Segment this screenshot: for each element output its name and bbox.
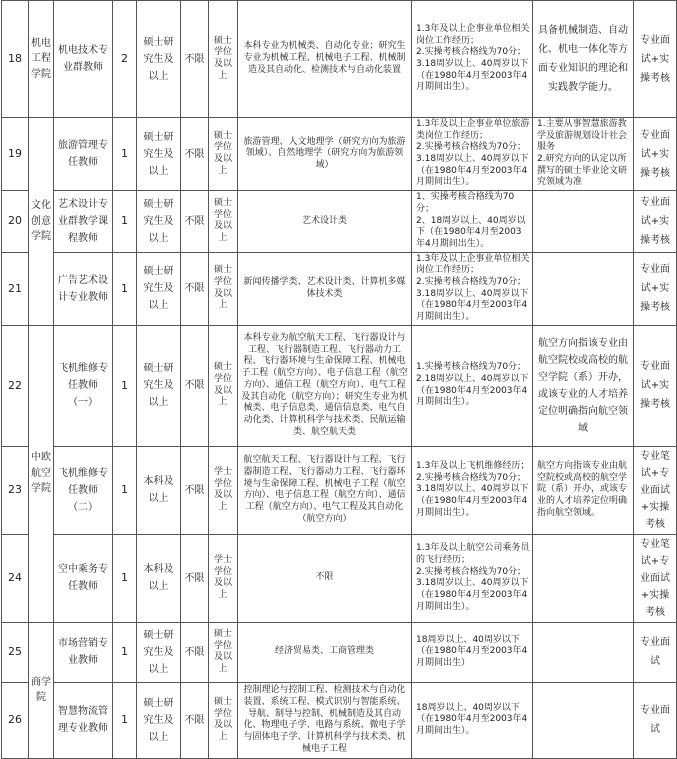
other-conditions: 1.3年及以上企事业单位相关岗位工作经历； 2.实操考核合格线为70分； 3.18周岁以上、40周岁以下（在1980年4月至2003年4月期间出生）。 — [412, 1, 533, 118]
row-number: 24 — [2, 534, 29, 622]
other-conditions: 18周岁以上、40周岁以下（在1980年4月至2003年4月期间出生） — [412, 622, 533, 682]
row-number: 26 — [2, 682, 29, 758]
degree-requirement: 学士学位及以上 — [209, 534, 238, 622]
hire-count: 1 — [113, 446, 137, 534]
remarks — [533, 191, 634, 252]
other-conditions: 1.实操考核合格线为70分； 2.18周岁以上、40周岁以下（在1980年4月至2003年4月期间出生）。 — [412, 325, 533, 446]
exam-method: 专业面试+实操考核 — [634, 1, 677, 118]
exam-method: 专业笔试+专业面试+实操考核 — [634, 446, 677, 534]
hire-count: 1 — [113, 325, 137, 446]
row-number: 22 — [2, 325, 29, 446]
education-requirement: 硕士研究生及以上 — [137, 325, 181, 446]
position-name: 市场营销专业教师 — [54, 622, 113, 682]
position-name: 飞机维修专任教师（二） — [54, 446, 113, 534]
college-name: 中欧航空学院 — [29, 325, 54, 622]
exam-method: 专业面试+实操考核 — [634, 325, 677, 446]
major-requirement: 本科专业为机械类、自动化专业；研究生专业为机械工程、机械电子工程、机械制造及其自动化、检测技术与自动化装置 — [238, 1, 412, 118]
hire-count: 2 — [113, 1, 137, 118]
position-name: 广告艺术设计专业教师 — [54, 252, 113, 325]
education-requirement: 硕士研究生及以上 — [137, 118, 181, 191]
table-row — [2, 446, 677, 534]
other-conditions: 1.3年及以上企事业单位旅游类岗位工作经历； 2.实操考核合格线为70分； 3.18周岁以上、40周岁以下（在1980年4月至2003年4月期间出生）。 — [412, 118, 533, 191]
hire-count: 1 — [113, 682, 137, 758]
major-requirement: 旅游管理、人文地理学（研究方向为旅游领域）、自然地理学（研究方向为旅游领域） — [238, 118, 412, 191]
degree-requirement: 硕士学位及以上 — [209, 118, 238, 191]
college-name: 商学院 — [29, 622, 54, 758]
position-name: 飞机维修专任教师（一） — [54, 325, 113, 446]
table-row — [2, 191, 677, 252]
exam-method: 专业面试 — [634, 682, 677, 758]
age-limit: 不限 — [181, 325, 209, 446]
age-limit: 不限 — [181, 446, 209, 534]
table-row — [2, 118, 677, 191]
age-limit: 不限 — [181, 622, 209, 682]
degree-requirement: 硕士学位及以上 — [209, 622, 238, 682]
college-name: 文化创意学院 — [29, 118, 54, 326]
education-requirement: 硕士研究生及以上 — [137, 622, 181, 682]
major-requirement: 控制理论与控制工程、检测技术与自动化装置、系统工程、模式识别与智能系统、导航、制导与控制、机械制造及其自动化、物理电子学、电路与系统、微电子学与固体电子学、计算机科学与技术类、机械电子工程 — [238, 682, 412, 758]
college-name: 机电工程学院 — [29, 1, 54, 118]
education-requirement: 硕士研究生及以上 — [137, 191, 181, 252]
major-requirement: 新闻传播学类、艺术设计类、计算机多媒体技术类 — [238, 252, 412, 325]
education-requirement: 本科及以上 — [137, 446, 181, 534]
exam-method: 专业笔试+专业面试+实操考核 — [634, 534, 677, 622]
degree-requirement: 硕士学位及以上 — [209, 325, 238, 446]
degree-requirement: 学士学位及以上 — [209, 446, 238, 534]
education-requirement: 硕士研究生及以上 — [137, 252, 181, 325]
recruitment-table — [1, 0, 677, 759]
remarks: 具备机械制造、自动化、机电一体化等方面专业知识的理论和实践教学能力。 — [533, 1, 634, 118]
other-conditions: 1.3年及以上企事业单位相关岗位工作经历； 2.实操考核合格线为70分； 3.18周岁以上、40周岁以下（在1980年4月至2003年4月期间出生）。 — [412, 252, 533, 325]
age-limit: 不限 — [181, 118, 209, 191]
position-name: 智慧物流管理专业教师 — [54, 682, 113, 758]
position-name: 艺术设计专业群教学课程教师 — [54, 191, 113, 252]
hire-count: 1 — [113, 622, 137, 682]
exam-method: 专业面试+实操考核 — [634, 191, 677, 252]
degree-requirement: 硕士学位及以上 — [209, 191, 238, 252]
table-row — [2, 325, 677, 446]
major-requirement: 不限 — [238, 534, 412, 622]
table-row — [2, 1, 677, 118]
age-limit: 不限 — [181, 191, 209, 252]
major-requirement: 航空航天工程、飞行器设计与工程、飞行器制造工程、飞行器动力工程、飞行器环境与生命保障工程、机械电子工程（航空方向）、电子信息工程（航空方向）、通信工程（航空方向）、电气工程及其自动化（航空方向） — [238, 446, 412, 534]
education-requirement: 本科及以上 — [137, 534, 181, 622]
row-number: 25 — [2, 622, 29, 682]
remarks — [533, 534, 634, 622]
remarks: 航空方向指该专业由航空院校或高校的航空学院（系）开办，或该专业的人才培养定位明确指向航空领域 — [533, 325, 634, 446]
row-number: 21 — [2, 252, 29, 325]
table-row — [2, 682, 677, 758]
degree-requirement: 硕士学位及以上 — [209, 682, 238, 758]
other-conditions: 1.3年及以上航空公司乘务员的飞行经历； 2.实操考核合格线为70分； 3.18周岁以上、40周岁以下（在1980年4月至2003年4月期间出生）。 — [412, 534, 533, 622]
age-limit: 不限 — [181, 252, 209, 325]
table-row — [2, 534, 677, 622]
age-limit: 不限 — [181, 1, 209, 118]
other-conditions: 18周岁以上、40周岁以下（在1980年4月至2003年4月期间出生）。 — [412, 682, 533, 758]
remarks — [533, 682, 634, 758]
age-limit: 不限 — [181, 682, 209, 758]
position-name: 空中乘务专任教师 — [54, 534, 113, 622]
row-number: 20 — [2, 191, 29, 252]
table-row — [2, 622, 677, 682]
row-number: 18 — [2, 1, 29, 118]
exam-method: 专业面试+实操考核 — [634, 118, 677, 191]
table-row — [2, 252, 677, 325]
major-requirement: 经济贸易类、工商管理类 — [238, 622, 412, 682]
remarks: 1.主要从事智慧旅游教学及旅游规划设计社会服务 2.研究方向的认定以所撰写的硕士毕业论文研究领域为准 — [533, 118, 634, 191]
row-number: 23 — [2, 446, 29, 534]
major-requirement: 艺术设计类 — [238, 191, 412, 252]
other-conditions: 1.3年及以上飞机维修经历； 2.实操考核合格线为70分； 3.18周岁以上、40周岁以下（在1980年4月至2003年4月期间出生）。 — [412, 446, 533, 534]
position-name: 旅游管理专任教师 — [54, 118, 113, 191]
degree-requirement: 硕士学位及以上 — [209, 252, 238, 325]
row-number: 19 — [2, 118, 29, 191]
exam-method: 专业面试 — [634, 622, 677, 682]
hire-count: 1 — [113, 191, 137, 252]
education-requirement: 硕士研究生及以上 — [137, 1, 181, 118]
exam-method: 专业面试+实操考核 — [634, 252, 677, 325]
other-conditions: 1、实操考核合格线为70分； 2、18周岁以上、40周岁以下（在1980年4月至2003年4月期间出生）。 — [412, 191, 533, 252]
hire-count: 1 — [113, 534, 137, 622]
remarks — [533, 252, 634, 325]
remarks: 航空方向指该专业由航空院校或高校的航空学院（系）开办，或该专业的人才培养定位明确指向航空领域。 — [533, 446, 634, 534]
age-limit: 不限 — [181, 534, 209, 622]
position-name: 机电技术专业群教师 — [54, 1, 113, 118]
degree-requirement: 硕士学位及以上 — [209, 1, 238, 118]
hire-count: 1 — [113, 118, 137, 191]
education-requirement: 硕士研究生及以上 — [137, 682, 181, 758]
major-requirement: 本科专业为航空航天工程、飞行器设计与工程、飞行器制造工程、飞行器动力工程、飞行器环境与生命保障工程、机械电子工程（航空方向）、电子信息工程（航空方向）、通信工程（航空方向）、电气工程及其自动化（航空方向）；研究生专业为机械类、电子信息类、通信信息类、电气自动化类、计算机科学与技术类、民航运输类、航空航天类 — [238, 325, 412, 446]
hire-count: 1 — [113, 252, 137, 325]
remarks — [533, 622, 634, 682]
